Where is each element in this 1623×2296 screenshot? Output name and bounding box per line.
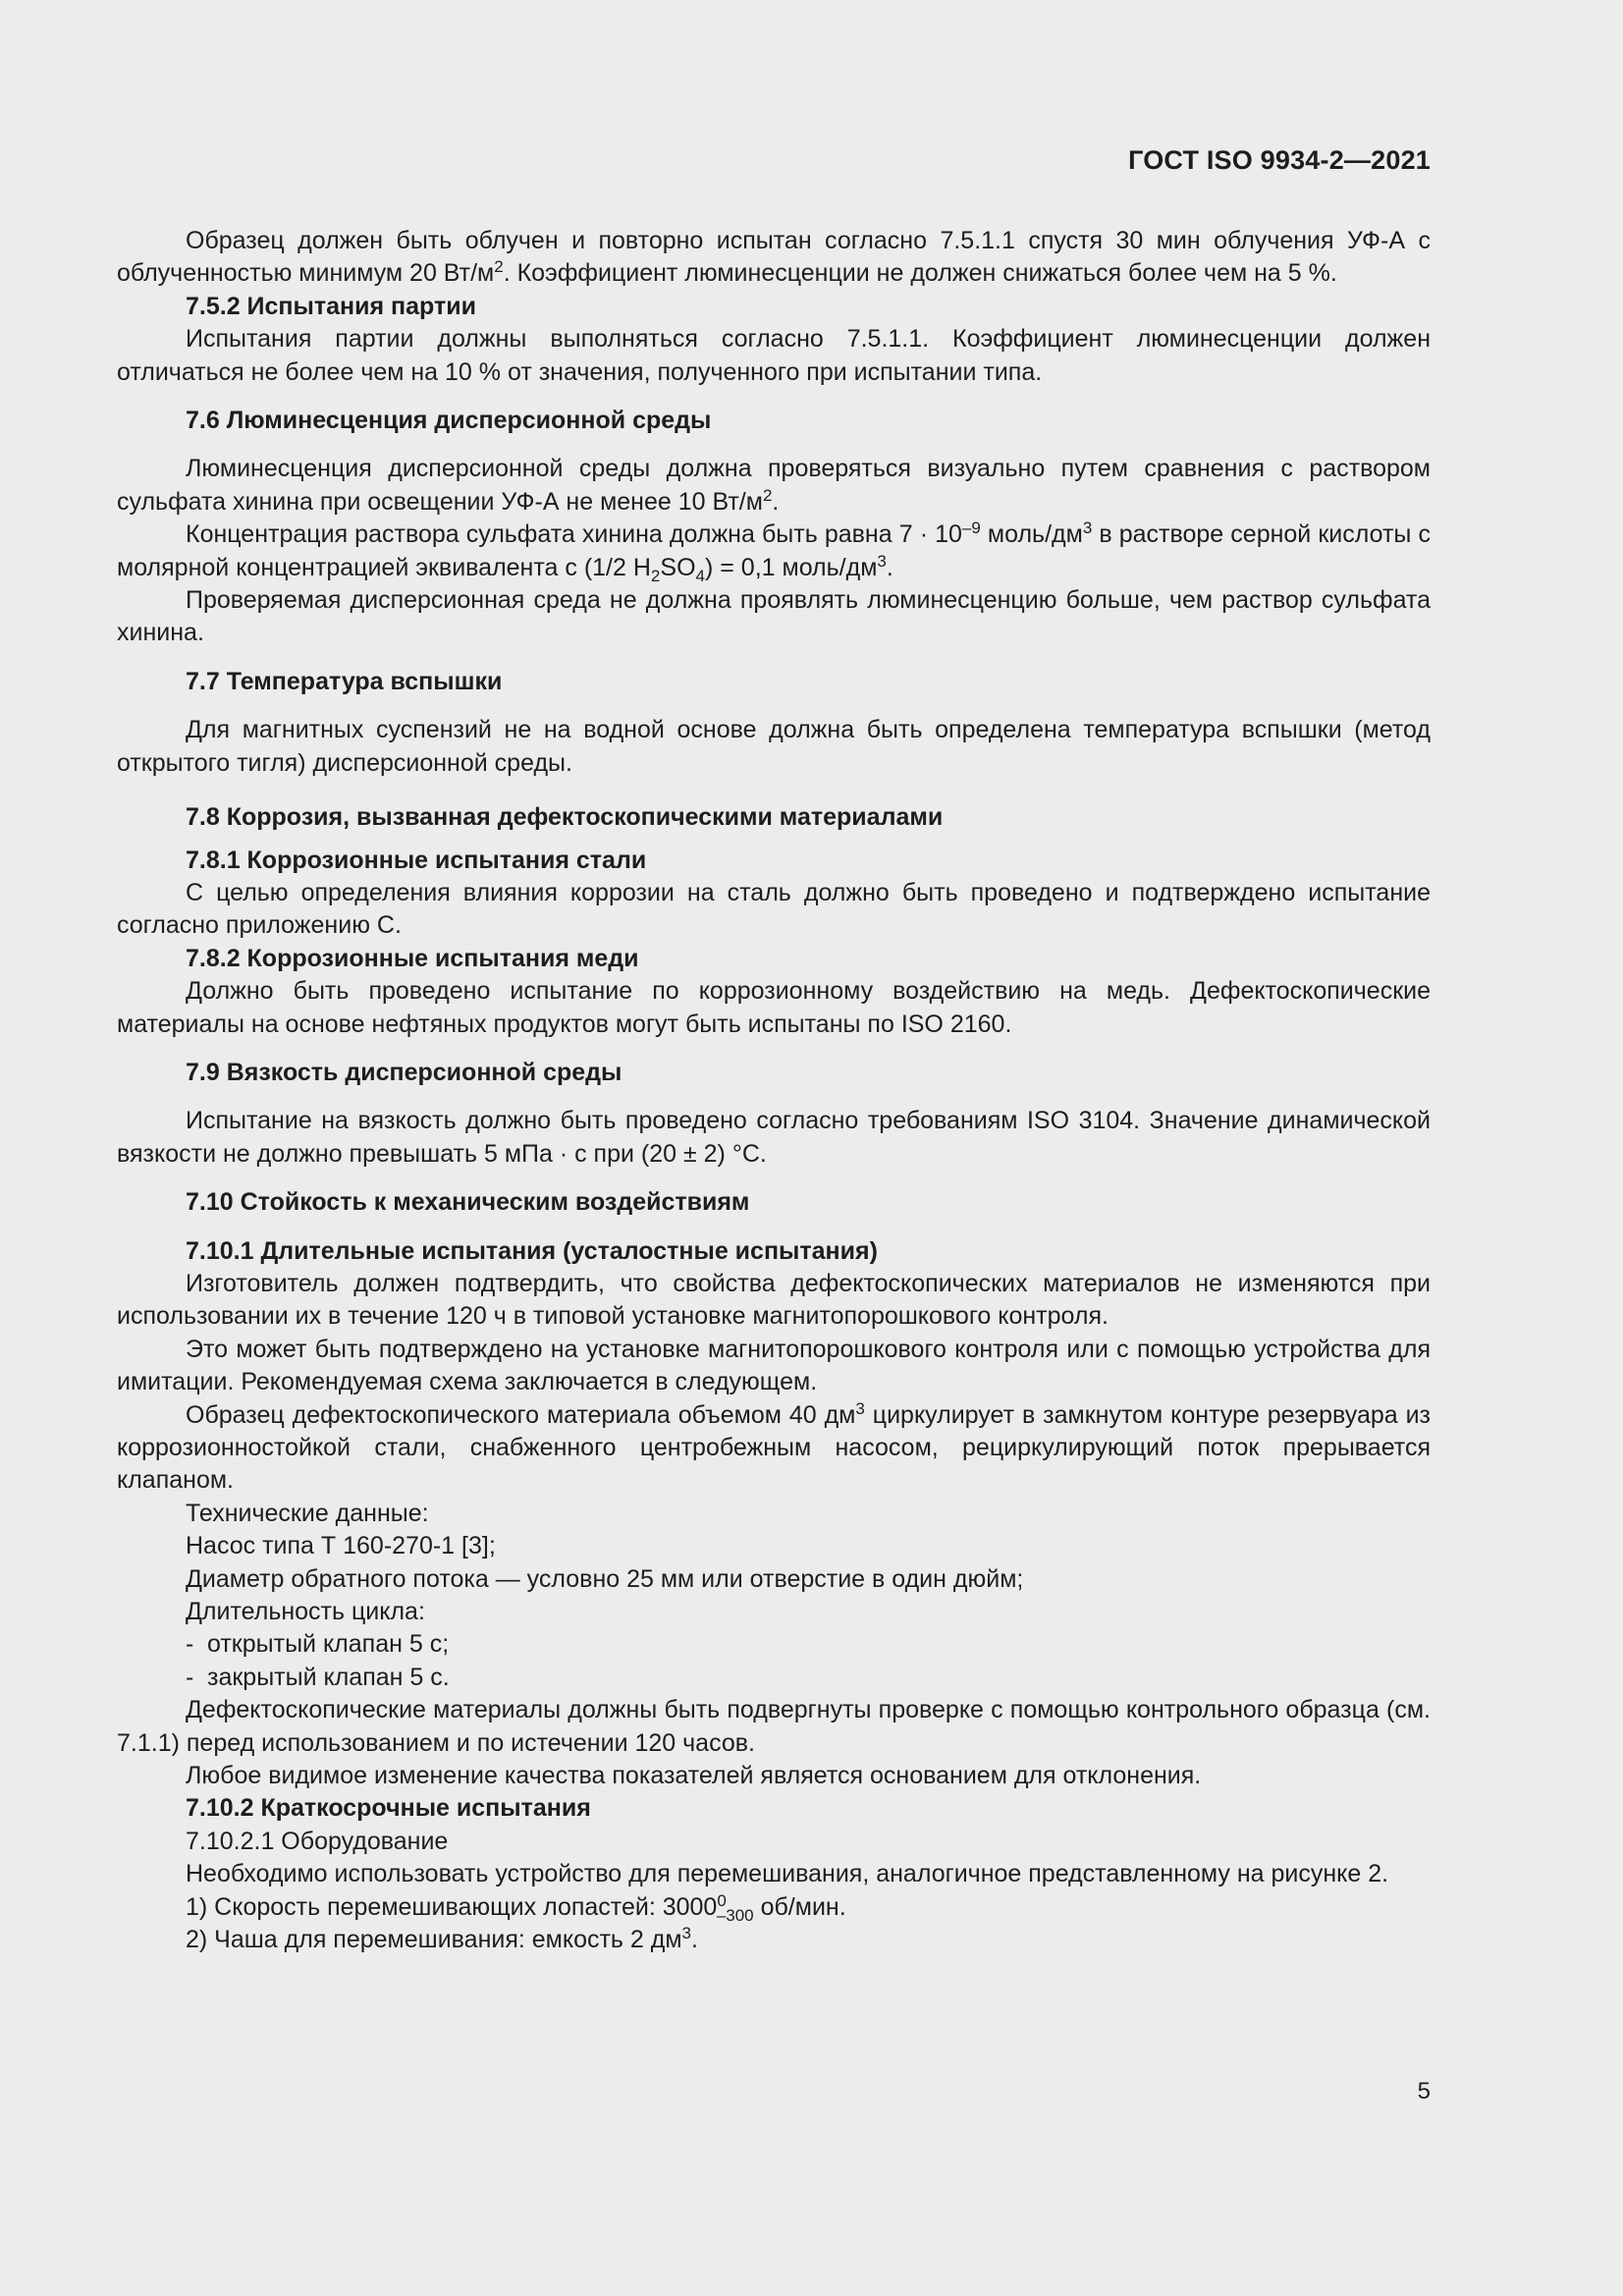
section-heading-7-8-2: 7.8.2 Коррозионные испытания меди — [186, 944, 639, 972]
paragraph: Диаметр обратного потока — условно 25 мм или отверстие в один дюйм; — [186, 1564, 1024, 1593]
paragraph: Длительность цикла: — [186, 1598, 425, 1626]
list-item: - закрытый клапан 5 с. — [186, 1663, 450, 1691]
paragraph: Люминесценция дисперсионной среды должна проверяться визуально путем сравнения с раствором сульфата хинина при освещении УФ-А не менее 10 $Вт/м^2$. — [117, 455, 1431, 516]
section-heading-7-10: 7.10 Стойкость к механическим воздействиям — [186, 1188, 750, 1217]
paragraph: Необходимо использовать устройство для перемешивания, аналогичное представленному на рисунке 2. — [186, 1860, 1389, 1888]
paragraph: Дефектоскопические материалы должны быть подвергнуты проверке с помощью контрольного образца (см. 7.1.1) перед использованием и по истечении 120 часов. — [117, 1696, 1431, 1757]
list-item: 1) Скорость перемешивающих лопастей: $3000^0_{-300}$ об/мин. — [186, 1890, 846, 1925]
paragraph: Должно быть проведено испытание по коррозионному воздействию на медь. Дефектоскопические материалы на основе нефтяных продуктов могут быть испытаны по ISO 2160. — [117, 977, 1431, 1038]
paragraph: Для магнитных суспензий не на водной основе должна быть определена температура вспышки (метод открытого тигля) дисперсионной среды. — [117, 716, 1431, 777]
paragraph: С целью определения влияния коррозии на сталь должно быть проведено и подтверждено испытание согласно приложению С. — [117, 878, 1431, 940]
paragraph: Технические данные: — [186, 1499, 429, 1527]
section-heading-7-7: 7.7 Температура вспышки — [186, 667, 503, 695]
paragraph: Изготовитель должен подтвердить, что свойства дефектоскопических материалов не изменяются при использовании их в течение 120 ч в типовой установке магнитопорошкового контроля. — [117, 1269, 1431, 1331]
document-header: ГОСТ ISO 9934-2—2021 — [1128, 145, 1431, 175]
section-heading-7-8: 7.8 Коррозия, вызванная дефектоскопическими материалами — [186, 803, 944, 832]
section-heading-7-6: 7.6 Люминесценция дисперсионной среды — [186, 407, 712, 435]
paragraph: Это может быть подтверждено на установке магнитопорошкового контроля или с помощью устройства для имитации. Рекомендуемая схема заключается в следующем. — [117, 1335, 1431, 1396]
page-number: 5 — [1417, 2078, 1431, 2105]
list-item: 2) Чаша для перемешивания: емкость 2 $дм^3$. — [186, 1924, 698, 1954]
section-heading-7-10-1: 7.10.1 Длительные испытания (усталостные испытания) — [186, 1236, 878, 1265]
paragraph: Образец дефектоскопического материала объемом 40 $дм^3$ циркулирует в замкнутом контуре резервуара из коррозионностойкой стали, снабженного центробежным насосом, рециркулирующий поток прерывается клапаном. — [117, 1398, 1432, 1495]
section-heading-7-5-2: 7.5.2 Испытания партии — [186, 292, 476, 320]
section-heading-7-8-1: 7.8.1 Коррозионные испытания стали — [186, 846, 647, 874]
paragraph: Испытание на вязкость должно быть проведено согласно требованиям ISO 3104. Значение динамической вязкости не должно превышать 5 мПа · с при (20 ± 2) °C. — [117, 1107, 1431, 1168]
paragraph: Испытания партии должны выполняться согласно 7.5.1.1. Коэффициент люминесценции должен отличаться не более чем на 10 % от значения, полученного при испытании типа. — [117, 325, 1431, 386]
section-heading-7-10-2: 7.10.2 Краткосрочные испытания — [186, 1794, 591, 1823]
paragraph: Любое видимое изменение качества показателей является основанием для отклонения. — [186, 1762, 1202, 1790]
section-heading-7-9: 7.9 Вязкость дисперсионной среды — [186, 1058, 622, 1086]
document-body — [117, 225, 1431, 1957]
paragraph: Проверяемая дисперсионная среда не должна проявлять люминесценцию больше, чем раствор сульфата хинина. — [117, 586, 1431, 647]
subsection-title: 7.10.2.1 Оборудование — [186, 1827, 449, 1855]
list-item: - открытый клапан 5 с; — [186, 1630, 450, 1659]
paragraph: Концентрация раствора сульфата хинина должна быть равна $7 \cdot 10^{-9}$ моль/$дм^3$ в растворе серной кислоты с молярной концентрацией эквивалента с (1/2 $H_2SO_4) = 0,1$ моль/$дм^3$. — [117, 519, 1431, 585]
paragraph: Образец должен быть облучен и повторно испытан согласно 7.5.1.1 спустя 30 мин облучения УФ-А с облученностью минимум 20 $Вт/м^2$. Коэффициент люминесценции не должен снижаться более чем на 5 %. — [117, 227, 1431, 288]
paragraph: Насос типа Т 160-270-1 [3]; — [186, 1532, 496, 1560]
